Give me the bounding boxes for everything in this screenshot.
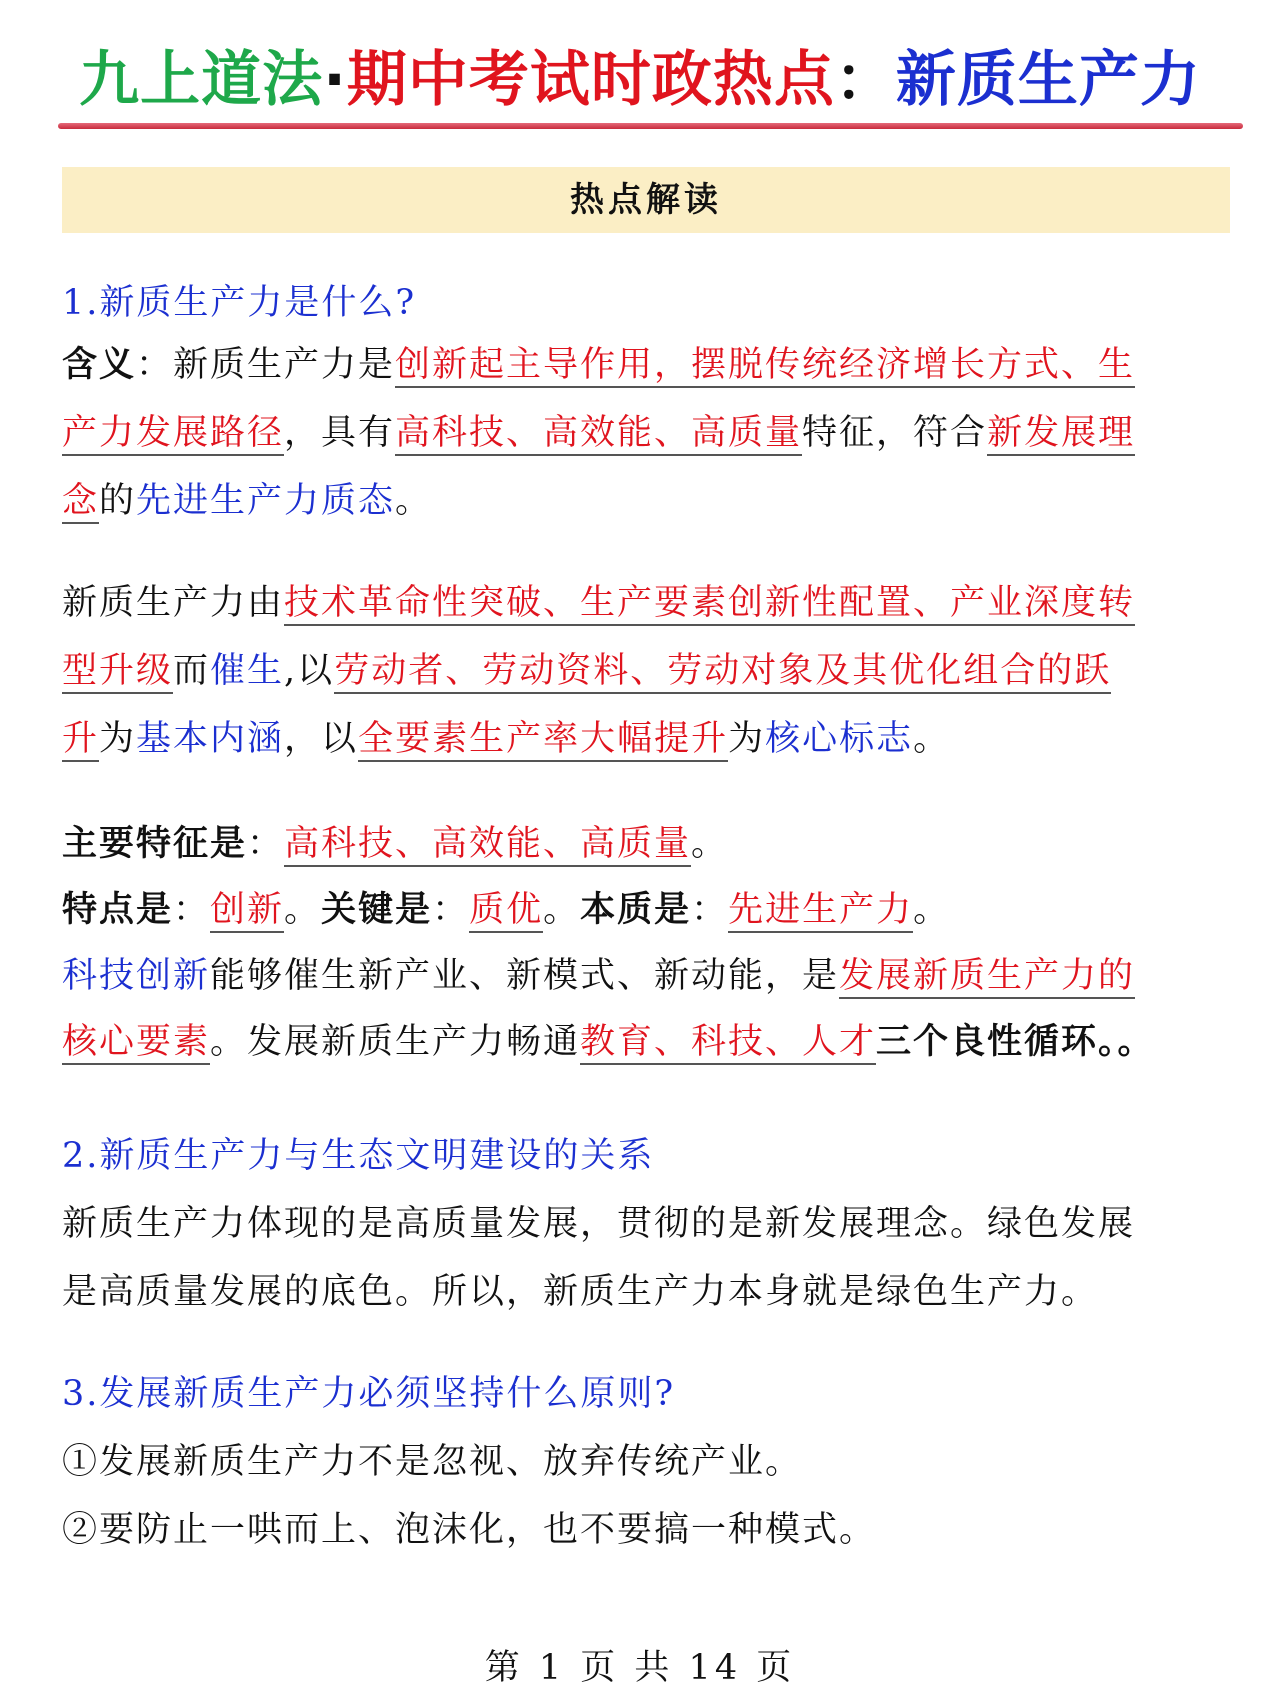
key-term: 核心标志: [765, 719, 914, 759]
text-span: ：: [691, 890, 729, 930]
key-term: 催生: [210, 651, 285, 691]
meaning-paragraph: [62, 331, 1237, 535]
key-term: 科技创新: [62, 956, 211, 996]
text-span: 。: [543, 890, 581, 930]
text-span: 三个良性循环。。: [876, 1021, 1155, 1062]
section-2-line-1: 新质生产力体现的是高质量发展，贯彻的是新发展理念。绿色发展: [62, 1204, 1136, 1244]
highlight-text: 全要素生产率大幅提升: [358, 719, 728, 762]
text-span: 。: [395, 481, 433, 521]
section-3: [62, 1360, 1237, 1564]
highlight-text: 核心要素: [62, 1022, 210, 1065]
principle-item-2: ②要防止一哄而上、泡沫化，也不要搞一种模式。: [62, 1510, 877, 1550]
meaning-label: 含义: [62, 344, 137, 385]
text-span: 。: [913, 719, 951, 759]
page-title: [0, 40, 1280, 120]
features-line-2: [62, 877, 1237, 943]
highlight-text: 高科技、高效能、高质量: [395, 413, 802, 456]
text-span: 为: [99, 719, 137, 759]
section-banner: 热点解读: [62, 167, 1230, 233]
text-span: ,以: [284, 651, 335, 691]
text-span: 。: [913, 890, 951, 930]
highlight-text: 发展新质生产力的: [839, 956, 1135, 999]
highlight-text: 劳动者、劳动资料、劳动对象及其优化组合的跃: [334, 651, 1111, 694]
features-line-3: [62, 943, 1237, 1009]
key-term: 基本内涵: [136, 719, 285, 759]
highlight-text: 高科技、高效能、高质量: [284, 824, 691, 867]
section-2-line-2: 是高质量发展的底色。所以，新质生产力本身就是绿色生产力。: [62, 1272, 1099, 1312]
title-keyword: 新质生产力: [895, 45, 1201, 115]
meaning-line-3: [62, 467, 1237, 535]
text-span: 的: [99, 481, 137, 521]
features-line-4: [62, 1009, 1237, 1075]
text-span: ：: [173, 890, 211, 930]
highlight-text: 先进生产力: [728, 890, 913, 933]
highlight-text: 教育、科技、人才: [580, 1022, 876, 1065]
title-dot: ·: [323, 45, 347, 115]
highlight-text: 新发展理: [987, 413, 1135, 456]
essence-label: 本质是: [580, 889, 692, 930]
section-1-heading: 1.新质生产力是什么?: [62, 283, 417, 323]
highlight-text: 升: [62, 719, 99, 762]
text-span: ：新质生产力是: [136, 345, 396, 385]
title-colon: ：: [834, 45, 896, 115]
highlight-text: 型升级: [62, 651, 173, 694]
key-term: 先进生产力质态: [136, 481, 396, 521]
text-span: 能够催生新产业、新模式、新动能，是: [210, 956, 840, 996]
features-label: 主要特征是: [62, 823, 248, 864]
origin-line-1: [62, 569, 1237, 637]
section-3-heading: 3.发展新质生产力必须坚持什么原则?: [62, 1374, 676, 1414]
section-1: [62, 269, 1237, 337]
highlight-text: 念: [62, 481, 99, 524]
text-span: 为: [728, 719, 766, 759]
text-span: ，以: [284, 719, 359, 759]
text-span: ：: [432, 890, 470, 930]
section-2: [62, 1122, 1237, 1326]
title-topic: 期中考试时政热点: [346, 45, 835, 115]
text-span: ，具有: [284, 413, 396, 453]
section-2-heading: 2.新质生产力与生态文明建设的关系: [62, 1136, 655, 1176]
key-label: 关键是: [321, 889, 433, 930]
origin-paragraph: [62, 569, 1237, 773]
origin-line-2: [62, 637, 1237, 705]
title-divider: [58, 123, 1243, 129]
highlight-text: 技术革命性突破、生产要素创新性配置、产业深度转: [284, 583, 1135, 626]
text-span: ：: [247, 824, 285, 864]
text-span: 特征，符合: [802, 413, 988, 453]
meaning-line-2: [62, 399, 1237, 467]
features-paragraph: [62, 811, 1237, 1075]
meaning-line-1: [62, 331, 1237, 399]
principle-item-1: ①发展新质生产力不是忽视、放弃传统产业。: [62, 1442, 803, 1482]
features-line-1: [62, 811, 1237, 877]
origin-line-3: [62, 705, 1237, 773]
text-span: 新质生产力由: [62, 583, 285, 623]
text-span: 而: [173, 651, 211, 691]
highlight-text: 创新: [210, 890, 284, 933]
text-span: 。发展新质生产力畅通: [210, 1022, 581, 1062]
text-span: 。: [284, 890, 322, 930]
page-number: 第 1 页 共 14 页: [484, 1648, 796, 1688]
highlight-text: 产力发展路径: [62, 413, 284, 456]
trait-label: 特点是: [62, 889, 174, 930]
text-span: 。: [691, 824, 729, 864]
highlight-text: 质优: [469, 890, 543, 933]
title-subject: 九上道法: [79, 45, 324, 115]
highlight-text: 创新起主导作用，摆脱传统经济增长方式、生: [395, 345, 1135, 388]
